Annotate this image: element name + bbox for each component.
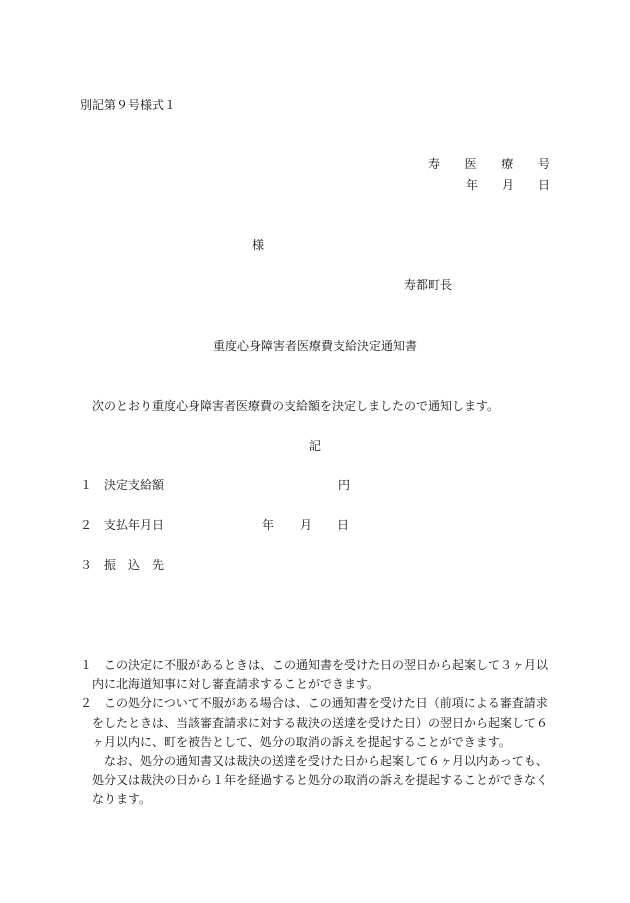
doc-number-char-2: 医: [464, 157, 477, 171]
document-title: 重度心身障害者医療費支給決定通知書: [212, 339, 417, 353]
item-label: 振 込 先: [104, 558, 165, 572]
form-id: 別記第９号様式１: [80, 98, 177, 112]
date-year: 年: [466, 178, 479, 192]
payment-day: 日: [337, 518, 350, 532]
intro-text: 次のとおり重度心身障害者医療費の支給額を決定しましたので通知します。: [92, 399, 500, 413]
item-label: 支払年月日: [104, 518, 165, 532]
item-number: １: [80, 478, 93, 492]
doc-number-char-1: 寿: [428, 157, 441, 171]
note-1: [80, 656, 555, 694]
document-number: [428, 156, 550, 172]
issuer: 寿都町長: [404, 278, 453, 292]
recipient-suffix: 様: [252, 238, 265, 252]
item-label: 決定支給額: [104, 478, 165, 492]
note-text: この決定に不服があるときは、この通知書を受けた日の翌日から起案して３ヶ月以内に北海道知事に対し審査請求することができます。: [92, 658, 549, 692]
note-continuation: なお、処分の通知書又は裁決の送達を受けた日から起案して６ヶ月以内あっても、処分又は裁決の日から１年を経過すると処分の取消の訴えを提起することができなくなります。: [92, 754, 549, 807]
item-number: ２: [80, 518, 93, 532]
doc-number-char-4: 号: [537, 157, 550, 171]
note-number: １: [80, 658, 93, 672]
payment-month: 月: [300, 518, 313, 532]
note-number: ２: [80, 696, 93, 711]
amount-unit: 円: [338, 478, 351, 492]
date-line: [466, 177, 550, 193]
date-month: 月: [501, 178, 514, 192]
note-2: [80, 694, 555, 752]
date-day: 日: [537, 178, 550, 192]
payment-year: 年: [262, 518, 275, 532]
notes-section: [80, 656, 555, 810]
item-number: ３: [80, 558, 93, 572]
note-text: この処分について不服がある場合は、この通知書を受けた日（前項による審査請求をしたときは、当該審査請求に対する裁決の送達を受けた日）の翌日から起案して６ヶ月以内に、町を被告として、処分の取消の訴えを提起することができます。: [92, 696, 549, 749]
ki-heading: 記: [308, 439, 321, 453]
doc-number-char-3: 療: [501, 157, 514, 171]
